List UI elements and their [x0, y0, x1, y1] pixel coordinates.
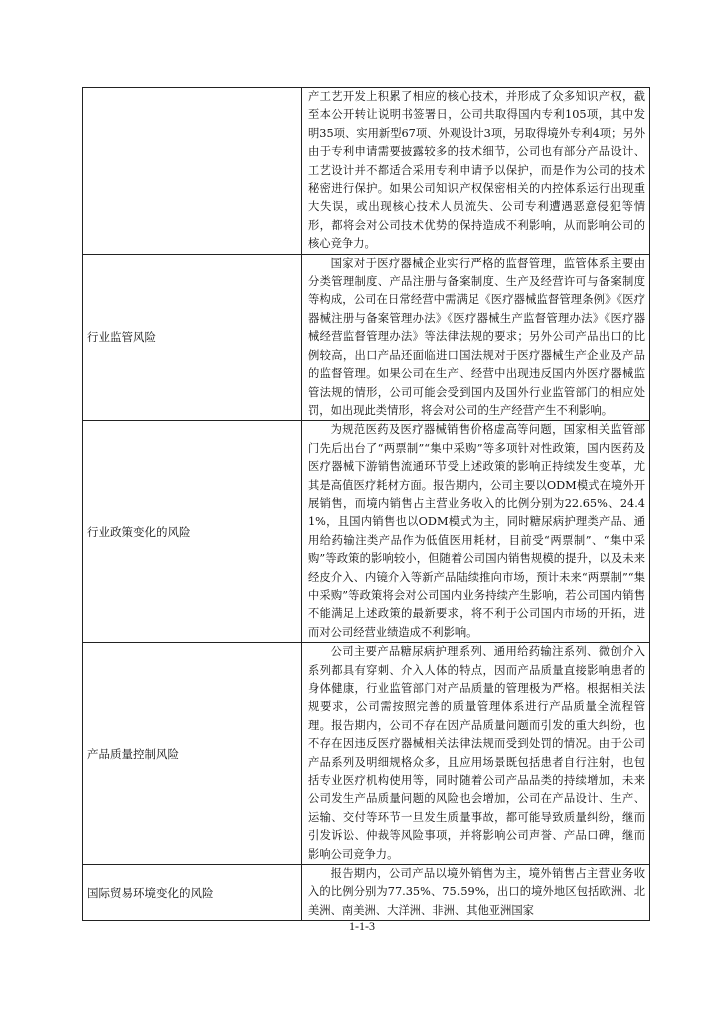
risk-description: [302, 421, 650, 643]
risk-description: [302, 865, 650, 921]
risk-description-text: 公司主要产品糖尿病护理系列、通用给药输注系列、微创介入系列都具有穿刺、介入人体的特点，因而产品质量直接影响患者的身体健康，行业监管部门对产品质量的管理极为严格。根据相关法规要求，公司需按照完善的质量管理体系进行产品质量全流程管理。报告期内，公司不存在因产品质量问题而引发的重大纠纷，也不存在因违反医疗器械相关法律法规而受到处罚的情况。由于公司产品系列及明细规格众多，且应用场景既包括患者自行注射，也包括专业医疗机构使用等，同时随着公司产品品类的持续增加，未来公司发生产品质量问题的风险也会增加，公司在产品设计、生产、运输、交付等环节一旦发生质量事故，都可能导致质量纠纷，继而引发诉讼、仲裁等风险事项，并将影响公司声誉、产品口碑，继而影响公司竞争力。: [308, 645, 645, 861]
table-row: [83, 421, 650, 643]
risk-description: [302, 643, 650, 865]
risk-label: 行业监管风险: [83, 254, 302, 421]
table-row: [83, 643, 650, 865]
page-number: 1-1-3: [349, 919, 375, 933]
risk-description: [302, 254, 650, 421]
risk-description-text: 产工艺开发上积累了相应的核心技术，并形成了众多知识产权，截至本公开转让说明书签署日，公司共取得国内专利105项，其中发明35项、实用新型67项、外观设计3项，另取得境外专利4项；另外由于专利申请需要披露较多的技术细节，公司也有部分产品设计、工艺设计并不都适合采用专利申请予以保护，而是作为公司的技术秘密进行保护。如果公司知识产权保密相关的内控体系运行出现重大失误，或出现核心技术人员流失、公司专利遭遇恶意侵犯等情形，都将会对公司技术优势的保持造成不利影响，从而影响公司的核心竞争力。: [308, 90, 645, 251]
risk-label: 行业政策变化的风险: [83, 421, 302, 643]
table-row: [83, 254, 650, 421]
risk-description-text: 报告期内，公司产品以境外销售为主，境外销售占主营业务收入的比例分别为77.35%、75.59%，出口的境外地区包括欧洲、北美洲、南美洲、大洋洲、非洲、其他亚洲国家: [308, 867, 645, 917]
risk-label: [83, 88, 302, 255]
table-row: [83, 865, 650, 921]
risk-label: 产品质量控制风险: [83, 643, 302, 865]
risk-description-text: 国家对于医疗器械企业实行严格的监督管理，监管体系主要由分类管理制度、产品注册与备案制度、生产及经营许可与备案制度等构成，公司在日常经营中需满足《医疗器械监督管理条例》《医疗器械注册与备案管理办法》《医疗器械生产监督管理办法》《医疗器械经营监督管理办法》等法律法规的要求；另外公司产品出口的比例较高，出口产品还面临进口国法规对于医疗器械生产企业及产品的监督管理。如果公司在生产、经营中出现违反国内外医疗器械监管法规的情形，公司可能会受到国内及国外行业监管部门的相应处罚，如出现此类情形，将会对公司的生产经营产生不利影响。: [308, 256, 645, 417]
risk-description-text: 为规范医药及医疗器械销售价格虚高等问题，国家相关监管部门先后出台了“两票制”“集中采购”等多项针对性政策，国内医药及医疗器械下游销售流通环节受上述政策的影响正持续发生变革，尤其是高值医疗耗材方面。报告期内，公司主要以ODM模式在境外开展销售，而境内销售占主营业务收入的比例分别为22.65%、24.41%，且国内销售也以ODM模式为主，同时糖尿病护理类产品、通用给药输注类产品作为低值医用耗材，目前受“两票制”、“集中采购”等政策的影响较小，但随着公司国内销售规模的提升，以及未来经皮介入、内镜介入等新产品陆续推向市场，预计未来“两票制”“集中采购”等政策将会对公司国内业务持续产生影响，若公司国内销售不能满足上述政策的最新要求，将不利于公司国内市场的开拓，进而对公司经营业绩造成不利影响。: [308, 423, 645, 639]
table-row: [83, 88, 650, 255]
risk-table: [82, 87, 650, 921]
risk-label: 国际贸易环境变化的风险: [83, 865, 302, 921]
risk-description: [302, 88, 650, 255]
